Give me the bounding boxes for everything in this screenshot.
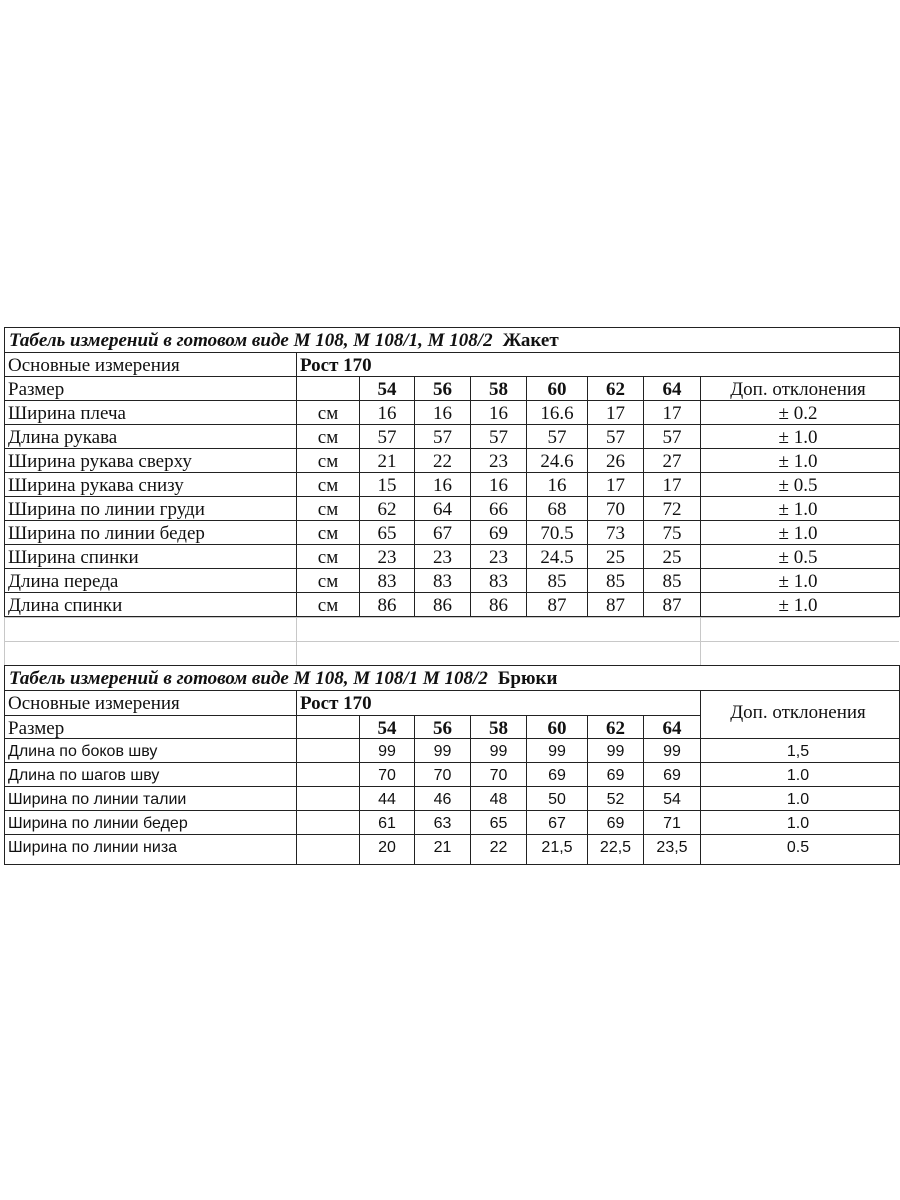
row-value: 24.6 xyxy=(526,449,587,472)
row-value: 50 xyxy=(526,787,587,810)
trousers-size-60: 60 xyxy=(526,715,587,739)
table-row xyxy=(5,762,899,786)
row-name: Длина рукава xyxy=(8,427,118,448)
row-tolerance: 0.5 xyxy=(700,835,895,864)
row-value: 57 xyxy=(470,425,526,448)
row-value: 70 xyxy=(414,763,470,786)
row-value: 57 xyxy=(526,425,587,448)
row-value: 16 xyxy=(414,401,470,424)
row-value: 69 xyxy=(526,763,587,786)
row-unit: см xyxy=(296,401,359,424)
row-value: 16 xyxy=(470,401,526,424)
row-name: Ширина по линии талии xyxy=(8,791,187,808)
row-name: Длина спинки xyxy=(8,595,123,616)
row-value: 69 xyxy=(643,763,700,786)
trousers-rows xyxy=(5,738,899,864)
row-tolerance: ± 0.2 xyxy=(700,401,895,424)
row-value: 69 xyxy=(470,521,526,544)
table-row xyxy=(5,424,899,448)
jacket-size-54: 54 xyxy=(359,377,414,400)
row-value: 24.5 xyxy=(526,545,587,568)
row-value: 85 xyxy=(526,569,587,592)
row-value: 67 xyxy=(526,811,587,834)
jacket-tolerance-header: Доп. отклонения xyxy=(700,377,895,400)
table-row xyxy=(5,568,899,592)
row-name: Длина по шагов шву xyxy=(8,767,160,784)
row-value: 83 xyxy=(414,569,470,592)
row-value: 26 xyxy=(587,449,643,472)
row-value: 70 xyxy=(470,763,526,786)
row-value: 15 xyxy=(359,473,414,496)
table-row xyxy=(5,592,899,616)
jacket-size-58: 58 xyxy=(470,377,526,400)
table-row xyxy=(5,738,899,762)
trousers-main-label: Основные измерения xyxy=(8,693,180,714)
measurement-sheet xyxy=(4,327,898,865)
trousers-size-label: Размер xyxy=(5,715,296,739)
table-row xyxy=(5,786,899,810)
row-value: 87 xyxy=(587,593,643,616)
row-value: 63 xyxy=(414,811,470,834)
row-tolerance: ± 1.0 xyxy=(700,449,895,472)
trousers-size-62: 62 xyxy=(587,715,643,739)
row-value: 72 xyxy=(643,497,700,520)
row-tolerance: 1.0 xyxy=(700,787,895,810)
row-name: Ширина по линии бедер xyxy=(8,815,188,832)
row-unit: см xyxy=(296,593,359,616)
row-tolerance: ± 1.0 xyxy=(700,521,895,544)
row-unit: см xyxy=(296,425,359,448)
row-value: 27 xyxy=(643,449,700,472)
row-tolerance: 1.0 xyxy=(700,763,895,786)
row-value: 23,5 xyxy=(643,835,700,864)
empty-rows xyxy=(4,617,899,665)
jacket-height-row xyxy=(5,352,899,376)
row-name: Ширина спинки xyxy=(8,547,139,568)
table-row xyxy=(5,544,899,568)
row-value: 44 xyxy=(359,787,414,810)
table-row xyxy=(5,472,899,496)
row-value: 16 xyxy=(526,473,587,496)
trousers-size-58: 58 xyxy=(470,715,526,739)
row-value: 86 xyxy=(414,593,470,616)
row-value: 25 xyxy=(587,545,643,568)
jacket-size-row xyxy=(5,376,899,400)
row-value: 20 xyxy=(359,835,414,864)
row-value: 54 xyxy=(643,787,700,810)
row-tolerance: ± 0.5 xyxy=(700,473,895,496)
row-value: 57 xyxy=(587,425,643,448)
row-value: 23 xyxy=(470,449,526,472)
table-row xyxy=(5,520,899,544)
row-value: 22 xyxy=(414,449,470,472)
trousers-header xyxy=(5,690,899,738)
trousers-size-54: 54 xyxy=(359,715,414,739)
row-value: 71 xyxy=(643,811,700,834)
row-value: 99 xyxy=(526,739,587,762)
row-name: Ширина рукава снизу xyxy=(8,475,184,496)
row-unit: см xyxy=(296,545,359,568)
row-value: 86 xyxy=(359,593,414,616)
trousers-tolerance-header: Доп. отклонения xyxy=(700,691,895,739)
trousers-title-row xyxy=(5,666,899,690)
row-name: Ширина плеча xyxy=(8,403,126,424)
row-tolerance: ± 0.5 xyxy=(700,545,895,568)
row-value: 86 xyxy=(470,593,526,616)
row-value: 99 xyxy=(643,739,700,762)
row-value: 99 xyxy=(470,739,526,762)
row-value: 68 xyxy=(526,497,587,520)
row-value: 23 xyxy=(470,545,526,568)
row-value: 83 xyxy=(359,569,414,592)
row-value: 21 xyxy=(414,835,470,864)
jacket-height-label: Рост 170 xyxy=(296,353,895,376)
row-value: 52 xyxy=(587,787,643,810)
jacket-title: Табель измерений в готовом виде М 108, М 108/1, М 108/2 xyxy=(9,330,493,351)
row-value: 57 xyxy=(359,425,414,448)
row-value: 85 xyxy=(587,569,643,592)
row-tolerance: ± 1.0 xyxy=(700,497,895,520)
row-value: 21,5 xyxy=(526,835,587,864)
row-value: 16 xyxy=(414,473,470,496)
table-row xyxy=(5,496,899,520)
row-value: 75 xyxy=(643,521,700,544)
row-tolerance: ± 1.0 xyxy=(700,569,895,592)
row-value: 17 xyxy=(643,473,700,496)
jacket-main-label: Основные измерения xyxy=(8,355,180,376)
row-value: 25 xyxy=(643,545,700,568)
row-unit: см xyxy=(296,569,359,592)
row-value: 65 xyxy=(470,811,526,834)
row-value: 99 xyxy=(359,739,414,762)
row-name: Ширина по линии груди xyxy=(8,499,205,520)
row-value: 57 xyxy=(643,425,700,448)
jacket-size-62: 62 xyxy=(587,377,643,400)
row-tolerance: ± 1.0 xyxy=(700,593,895,616)
row-name: Ширина рукава сверху xyxy=(8,451,192,472)
trousers-height-label: Рост 170 xyxy=(296,691,700,715)
row-value: 69 xyxy=(587,811,643,834)
trousers-title-suffix: Брюки xyxy=(497,668,558,689)
jacket-title-suffix: Жакет xyxy=(502,330,559,351)
jacket-size-64: 64 xyxy=(643,377,700,400)
row-value: 21 xyxy=(359,449,414,472)
row-value: 61 xyxy=(359,811,414,834)
row-value: 66 xyxy=(470,497,526,520)
table-row xyxy=(5,400,899,424)
row-value: 48 xyxy=(470,787,526,810)
row-unit: см xyxy=(296,497,359,520)
row-value: 22 xyxy=(470,835,526,864)
jacket-size-56: 56 xyxy=(414,377,470,400)
trousers-title: Табель измерений в готовом виде М 108, М 108/1 М 108/2 xyxy=(9,668,488,689)
row-value: 70.5 xyxy=(526,521,587,544)
row-value: 67 xyxy=(414,521,470,544)
row-name: Длина переда xyxy=(8,571,119,592)
jacket-size-60: 60 xyxy=(526,377,587,400)
row-unit: см xyxy=(296,473,359,496)
row-value: 22,5 xyxy=(587,835,643,864)
row-value: 16.6 xyxy=(526,401,587,424)
row-name: Длина по боков шву xyxy=(8,743,158,760)
row-name: Ширина по линии бедер xyxy=(8,523,205,544)
row-value: 17 xyxy=(643,401,700,424)
row-tolerance: 1.0 xyxy=(700,811,895,834)
jacket-title-row xyxy=(5,328,899,352)
jacket-size-label: Размер xyxy=(8,379,65,400)
row-value: 99 xyxy=(414,739,470,762)
row-tolerance: 1,5 xyxy=(700,739,895,762)
jacket-rows xyxy=(5,400,899,616)
row-unit: см xyxy=(296,449,359,472)
row-value: 64 xyxy=(414,497,470,520)
row-tolerance: ± 1.0 xyxy=(700,425,895,448)
row-value: 69 xyxy=(587,763,643,786)
row-value: 70 xyxy=(359,763,414,786)
row-value: 16 xyxy=(359,401,414,424)
row-value: 16 xyxy=(470,473,526,496)
table-row xyxy=(5,810,899,834)
table-row xyxy=(5,448,899,472)
row-value: 57 xyxy=(414,425,470,448)
jacket-table xyxy=(4,327,900,617)
row-value: 85 xyxy=(643,569,700,592)
row-value: 99 xyxy=(587,739,643,762)
row-value: 70 xyxy=(587,497,643,520)
table-row xyxy=(5,834,899,864)
row-unit: см xyxy=(296,521,359,544)
row-name: Ширина по линии низа xyxy=(8,839,178,856)
row-value: 73 xyxy=(587,521,643,544)
row-value: 23 xyxy=(414,545,470,568)
row-value: 87 xyxy=(526,593,587,616)
row-value: 46 xyxy=(414,787,470,810)
row-value: 62 xyxy=(359,497,414,520)
trousers-size-64: 64 xyxy=(643,715,700,739)
trousers-size-56: 56 xyxy=(414,715,470,739)
row-value: 23 xyxy=(359,545,414,568)
row-value: 87 xyxy=(643,593,700,616)
row-value: 17 xyxy=(587,401,643,424)
row-value: 17 xyxy=(587,473,643,496)
row-value: 65 xyxy=(359,521,414,544)
row-value: 83 xyxy=(470,569,526,592)
trousers-table xyxy=(4,665,900,865)
